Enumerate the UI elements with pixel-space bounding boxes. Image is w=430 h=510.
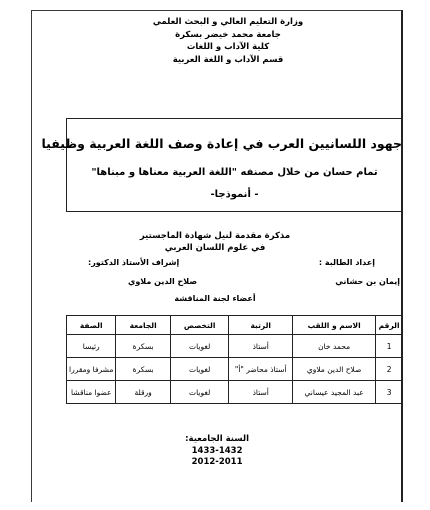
table-cell: أستاذ محاضر "أ" — [229, 358, 293, 381]
table-row — [67, 381, 403, 404]
academic-year-hijri: 1433-1432 — [191, 445, 243, 456]
page-border — [31, 10, 403, 502]
table-header-row — [67, 316, 403, 335]
student-name: إيمان بن حشاني — [335, 277, 400, 286]
department-line: قسم الآداب و اللغة العربية — [172, 54, 284, 65]
column-header: الجامعة — [116, 316, 171, 335]
column-header: التخصص — [170, 316, 229, 335]
table-cell: 3 — [376, 381, 403, 404]
supervisor-name: صلاح الدين ملاوي — [128, 277, 198, 286]
column-header: الرقم — [376, 316, 403, 335]
table-cell: 2 — [376, 358, 403, 381]
table-row — [67, 358, 403, 381]
table-cell: عضوا مناقشا — [67, 381, 116, 404]
supervisor-label: إشراف الأستاذ الدكتور: — [88, 258, 180, 267]
table-cell: ورقلة — [116, 381, 171, 404]
thesis-subtitle-model: - أنموذجا- — [210, 189, 259, 200]
table-cell: 1 — [376, 335, 403, 358]
thesis-title-box — [41, 118, 403, 212]
table-cell: رئيسا — [67, 335, 116, 358]
student-label: إعداد الطالبة : — [318, 258, 375, 267]
table-cell: بسكرة — [116, 335, 171, 358]
column-header: الاسم و اللقب — [293, 316, 376, 335]
faculty-line: كلية الآداب و اللغات — [186, 42, 270, 53]
memo-degree: مذكرة مقدمة لنيل شهادة الماجستير — [139, 231, 291, 241]
ministry-line: وزارة التعليم العالي و البحث العلمي — [152, 17, 304, 27]
table-cell: أستاذ — [229, 381, 293, 404]
column-header: الصفة — [67, 316, 116, 335]
memo-field: في علوم اللسان العربي — [164, 243, 266, 253]
table-cell: مشرفا ومقررا — [67, 358, 116, 381]
table-cell: عبد المجيد عيساني — [293, 381, 376, 404]
table-cell: بسكرة — [116, 358, 171, 381]
institution-header — [138, 16, 318, 66]
table-cell: لغويات — [170, 381, 229, 404]
committee-heading: أعضاء لجنة المناقشة — [174, 294, 256, 303]
university-line: جامعة محمد خيضر بسكرة — [175, 29, 281, 40]
memo-statement — [0, 230, 430, 254]
committee-table — [66, 315, 403, 404]
academic-year-gregorian: 2012-2011 — [191, 457, 243, 467]
table-cell: لغويات — [170, 358, 229, 381]
table-cell: محمد خان — [293, 335, 376, 358]
table-row — [67, 335, 403, 358]
academic-year-label: السنة الجامعية: — [185, 434, 249, 444]
thesis-subtitle: تمام حسان من خلال مصنفه "اللغة العربية معناها و مبناها" — [91, 167, 378, 178]
thesis-title: جهود اللسانيين العرب في إعادة وصف اللغة العربية وظيفيا — [41, 136, 402, 151]
table-cell: أستاذ — [229, 335, 293, 358]
table-cell: صلاح الدين ملاوي — [293, 358, 376, 381]
academic-year — [185, 434, 249, 469]
table-cell: لغويات — [170, 335, 229, 358]
column-header: الرتبة — [229, 316, 293, 335]
